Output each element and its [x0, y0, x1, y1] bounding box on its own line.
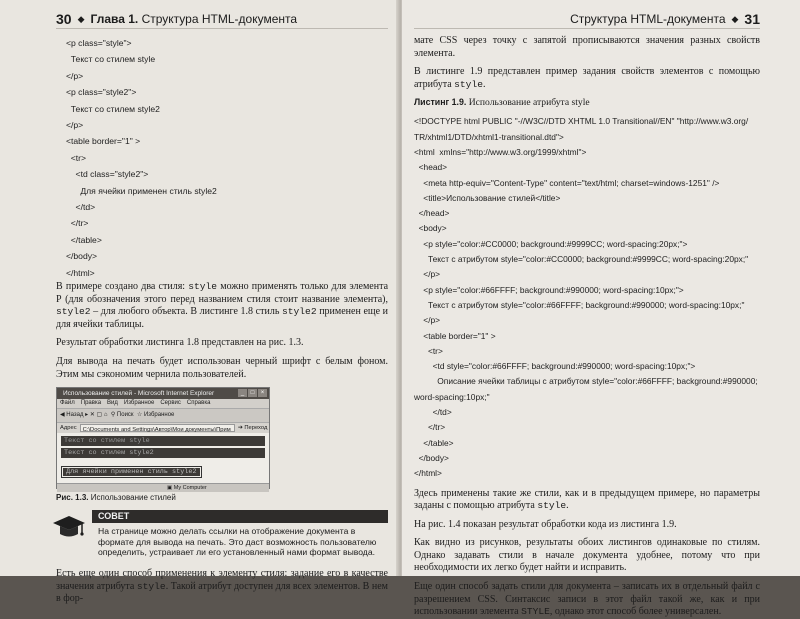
paragraph: В листинге 1.9 представлен пример задания свойств элементов с помощью атрибута style. — [414, 66, 760, 90]
paragraph: Для вывода на печать будет использован черный шрифт с белым фоном. Этим мы сэкономим чернила пользователей. — [56, 356, 388, 380]
paragraph: Есть еще один способ применения к элементу стиля: задание его в качестве значения атрибута style. Такой атрибут доступен для всех элементов. В нем в фор- — [56, 568, 388, 605]
paragraph: Как видно из рисунков, результаты обоих листингов одинаковые по стилям. Однако задавать стили в начале документа удобнее, потому что при необходимости их легко будет найти и исправить. — [414, 537, 760, 574]
browser-screenshot-figure — [56, 387, 270, 492]
page-number: 30 — [56, 11, 72, 27]
right-page — [402, 0, 800, 618]
left-page — [0, 0, 400, 605]
search-icon: ⚲ — [110, 412, 116, 419]
advice-box — [56, 510, 388, 558]
paragraph: В примере создано два стиля: style можно применять только для элемента P (для обозначения этого перед названием стиля стоит название элемента), style2 – для любого объекта. В листинге 1.8 стиль style2 применен еще и для ячейки таблицы. — [56, 281, 389, 330]
back-icon: ◀ — [60, 412, 65, 419]
paragraph: Здесь применены такие же стили, как и в предыдущем примере, но параметры заданы с помощью атрибута style. — [414, 487, 760, 512]
favorites-icon: ☆ — [136, 412, 143, 419]
advice-title: СОВЕТ — [92, 510, 388, 523]
left-page-header — [56, 10, 388, 29]
figure-caption: Рис. 1.3. Использование стилей — [56, 493, 176, 503]
advice-text: На странице можно делать ссылки на отображение документа в формате для вывода на печать. Это даст возможность пользователю определить, устраивает ли его установленный нами формат вывода. — [98, 526, 377, 558]
close-icon: × — [258, 389, 267, 397]
maximize-icon: □ — [248, 389, 257, 397]
go-icon: ➔ — [237, 425, 243, 432]
toolbar: ◀ Назад ▸ ✕ ▢ ⌂ ⚲ Поиск ☆ Избранное — [57, 408, 269, 422]
chapter-title: Структура HTML-документа — [141, 12, 298, 26]
computer-icon: ▣ — [167, 485, 173, 492]
chapter-label: Глава 1. — [90, 12, 139, 26]
status-bar: ▣ My Computer — [57, 483, 269, 492]
styled-paragraph-1: Текст со стилем style — [61, 436, 265, 446]
code-listing: <!DOCTYPE html PUBLIC "-//W3C//DTD XHTML 1.0 Transitional//EN" "http://www.w3.org/ TR/xhtml1/DTD/xhtml1-transitional.dtd"> <html xmlns="http://www.w3.org/1999/xhtml"> <head> <meta http-equiv="Content-Type" content="text/html; charset=windows-1251" /> <title>Использование стилей</title> </head> <body> <p style="color:#CC0000; background:#9999CC; word-spacing:20px;"> Текст с атрибутом style="color:#CC0000; background:#9999CC; word-spacing:20px;" </p> <p style="color:#66FFFF; background:#990000; word-spacing:10px;"> Текст с атрибутом style="color:#66FFFF; background:#990000; word-spacing:10px;" </p> <table border="1" > <tr> <td style="color:#66FFFF; background:#990000; word-spacing:10px;"> Описание ячейки таблицы с атрибутом style="color:#66FFFF; background:#990000; word-spacing:10px;" </td> </tr> </table> </body> </html> — [414, 116, 758, 479]
paragraph: Результат обработки листинга 1.8 представлен на рис. 1.3. — [56, 337, 304, 349]
styled-paragraph-2: Текст со стилем style2 — [61, 448, 265, 458]
minimize-icon: _ — [238, 389, 247, 397]
page-number: 31 — [744, 11, 760, 27]
styled-table-cell: Для ячейки применен стиль style2 — [61, 466, 202, 478]
window-title-bar: Использование стилей - Microsoft Internet Explorer _ □ × — [57, 388, 269, 399]
address-bar: Адрес C:\Documents and Settings\Автор\Мои документы\Прим ➔ Переход — [57, 422, 269, 433]
menu-bar: Файл Правка Вид Избранное Сервис Справка — [57, 399, 269, 408]
graduation-cap-icon — [52, 512, 86, 542]
paragraph: Еще один способ задать стили для документа – записать их в отдельный файл с разрешением CSS. Синтаксис записи в этот файл такой же, как и при использовании элемента STYLE, однако этот способ более универсален. — [414, 581, 760, 618]
page-content — [57, 433, 269, 483]
right-page-header — [414, 10, 760, 29]
listing-caption: Листинг 1.9. Использование атрибута style — [414, 97, 590, 109]
diamond-icon: ◆ — [77, 13, 85, 24]
paragraph: мате CSS через точку с запятой прописываются значения разных свойств элемента. — [414, 35, 760, 59]
header-title: Структура HTML-документа — [570, 12, 726, 26]
address-field: C:\Documents and Settings\Автор\Мои документы\Прим — [80, 424, 235, 432]
paragraph: На рис. 1.4 показан результат обработки кода из листинга 1.9. — [414, 518, 677, 530]
code-listing-continued: <p class="style"> Текст со стилем style </p> <p class="style2"> Текст со стилем style2 </p> <table border="1" > <tr> <td class="style2"> Для ячейки применен стиль style2 </td> </tr> </table> </body> </html> — [66, 38, 217, 278]
diamond-icon: ◆ — [731, 13, 739, 24]
